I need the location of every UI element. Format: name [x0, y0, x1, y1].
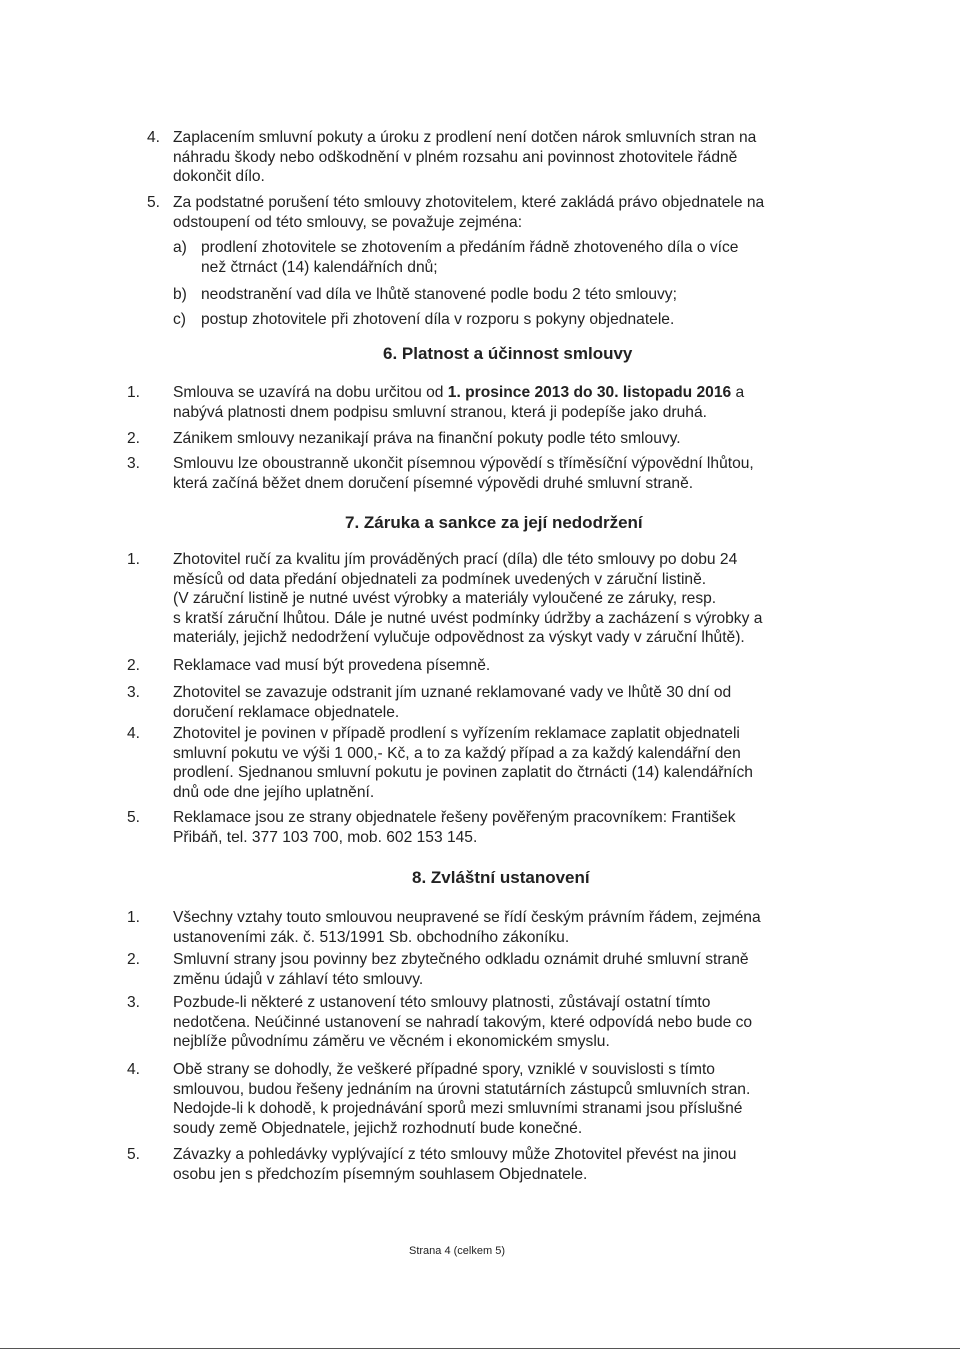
- contract-period: 1. prosince 2013 do 30. listopadu 2016: [447, 384, 732, 401]
- item-text: [173, 383, 744, 422]
- item-text-pre: Smlouva se uzavírá na dobu určitou od: [173, 384, 448, 401]
- section-heading: 7. Záruka a sankce za její nedodržení: [345, 513, 643, 532]
- bottom-divider: [0, 1348, 960, 1349]
- item-number: 5.: [127, 809, 141, 826]
- item-text: Reklamace jsou ze strany objednatele řešeny pověřeným pracovníkem: František Přibáň, tel. 377 103 700, mob. 602 153 145.: [173, 809, 736, 846]
- sub-item-letter: a): [173, 239, 187, 256]
- item-number: 4.: [127, 1061, 141, 1078]
- item-text: Smluvní strany jsou povinny bez zbytečného odkladu oznámit druhé smluvní straně změnu údajů v záhlaví této smlouvy.: [173, 951, 749, 988]
- item-text: Zánikem smlouvy nezanikají práva na finanční pokuty podle této smlouvy.: [173, 430, 681, 447]
- item-text: Obě strany se dohodly, že veškeré případné spory, vzniklé v souvislosti s tímto smlouvou, budou řešeny jednáním na úrovni statutárních zástupců smluvních stran. Nedojde-li k dohodě, k projednávání sporů mezi smluvními stranami jsou příslušné soudy země Objednatele, jejichž rozhodnutí bude konečné.: [173, 1061, 751, 1137]
- item-number: 2.: [127, 430, 141, 447]
- item-text: Pozbude-li některé z ustanovení této smlouvy platnosti, zůstávají ostatní tímto nedotčena. Neúčinné ustanovení se nahradí takovým, které odpovídá nebo bude co nejblíže původnímu záměru ve věcném i ekonomickém smyslu.: [173, 994, 753, 1050]
- sub-item-letter: c): [173, 311, 186, 328]
- item-number: 1.: [127, 384, 141, 401]
- item-number: 5.: [147, 194, 161, 211]
- item-number: 4.: [127, 725, 141, 742]
- sub-item-text: neodstranění vad díla ve lhůtě stanovené podle bodu 2 této smlouvy;: [201, 286, 677, 303]
- item-text: Zhotovitel se zavazuje odstranit jím uznané reklamované vady ve lhůtě 30 dní od doručení reklamace objednatele.: [173, 684, 732, 721]
- item-number: 3.: [127, 994, 141, 1011]
- item-text: Závazky a pohledávky vyplývající z této smlouvy může Zhotovitel převést na jinou osobu jen s předchozím písemným souhlasem Objednatele.: [173, 1146, 737, 1183]
- sub-item-letter: b): [173, 286, 187, 303]
- item-text: Za podstatné porušení této smlouvy zhotovitelem, které zakládá právo objednatele na odstoupení od této smlouvy, se považuje zejména:: [173, 194, 765, 231]
- sub-item-text: postup zhotovitele při zhotovení díla v rozporu s pokyny objednatele.: [201, 311, 675, 328]
- item-number: 5.: [127, 1146, 141, 1163]
- section-heading: 6. Platnost a účinnost smlouvy: [383, 344, 633, 363]
- item-number: 2.: [127, 657, 141, 674]
- item-text: Zaplacením smluvní pokuty a úroku z prodlení není dotčen nárok smluvních stran na náhradu škody nebo odškodnění v plném rozsahu ani povinnost zhotovitele řádně dokončit dílo.: [173, 129, 757, 185]
- item-text: Všechny vztahy touto smlouvou neupravené se řídí českým právním řádem, zejména ustanoveními zák. č. 513/1991 Sb. obchodního zákoníku.: [173, 909, 761, 946]
- item-text: Zhotovitel je povinen v případě prodlení s vyřízením reklamace zaplatit objednateli smluvní pokutu ve výši 1 000,- Kč, a to za každý případ a za každý kalendářní den prodlení. Sjednanou smluvní pokutu je povinen zaplatit do čtrnácti (14) kalendářních dnů ode dne jejího uplatnění.: [173, 725, 753, 801]
- item-text: Zhotovitel ručí za kvalitu jím prováděných prací (díla) dle této smlouvy po dobu 24 měsíců od data předání objednateli za podmínek uvedených v záruční listině. (V záruční listině je nutné uvést výrobky a materiály vyloučené ze záruky, resp. s kratší záruční lhůtou. Dále je nutné uvést podmínky údržby a zacházení s výrobky a materiály, jejichž nedodržení vylučuje odpovědnost za výskyt vady v záruční lhůtě).: [173, 551, 763, 646]
- item-text: Reklamace vad musí být provedena písemně.: [173, 657, 491, 674]
- item-number: 2.: [127, 951, 141, 968]
- item-number: 1.: [127, 909, 141, 926]
- section-heading: 8. Zvláštní ustanovení: [412, 868, 590, 887]
- item-number: 4.: [147, 129, 161, 146]
- item-text-line2: nabývá platnosti dnem podpisu smluvní stranou, která ji podepíše jako druhá.: [173, 403, 707, 421]
- item-number: 3.: [127, 684, 141, 701]
- item-number: 3.: [127, 455, 141, 472]
- sub-item-text: prodlení zhotovitele se zhotovením a předáním řádně zhotoveného díla o více než čtrnáct (14) kalendářních dnů;: [201, 239, 739, 276]
- page-footer: Strana 4 (celkem 5): [409, 1245, 505, 1257]
- item-text: Smlouvu lze oboustranně ukončit písemnou výpovědí s tříměsíční výpovědní lhůtou, která začíná běžet dnem doručení písemné výpovědi druhé smluvní straně.: [173, 455, 754, 492]
- item-text-post: a: [731, 384, 745, 401]
- item-number: 1.: [127, 551, 141, 568]
